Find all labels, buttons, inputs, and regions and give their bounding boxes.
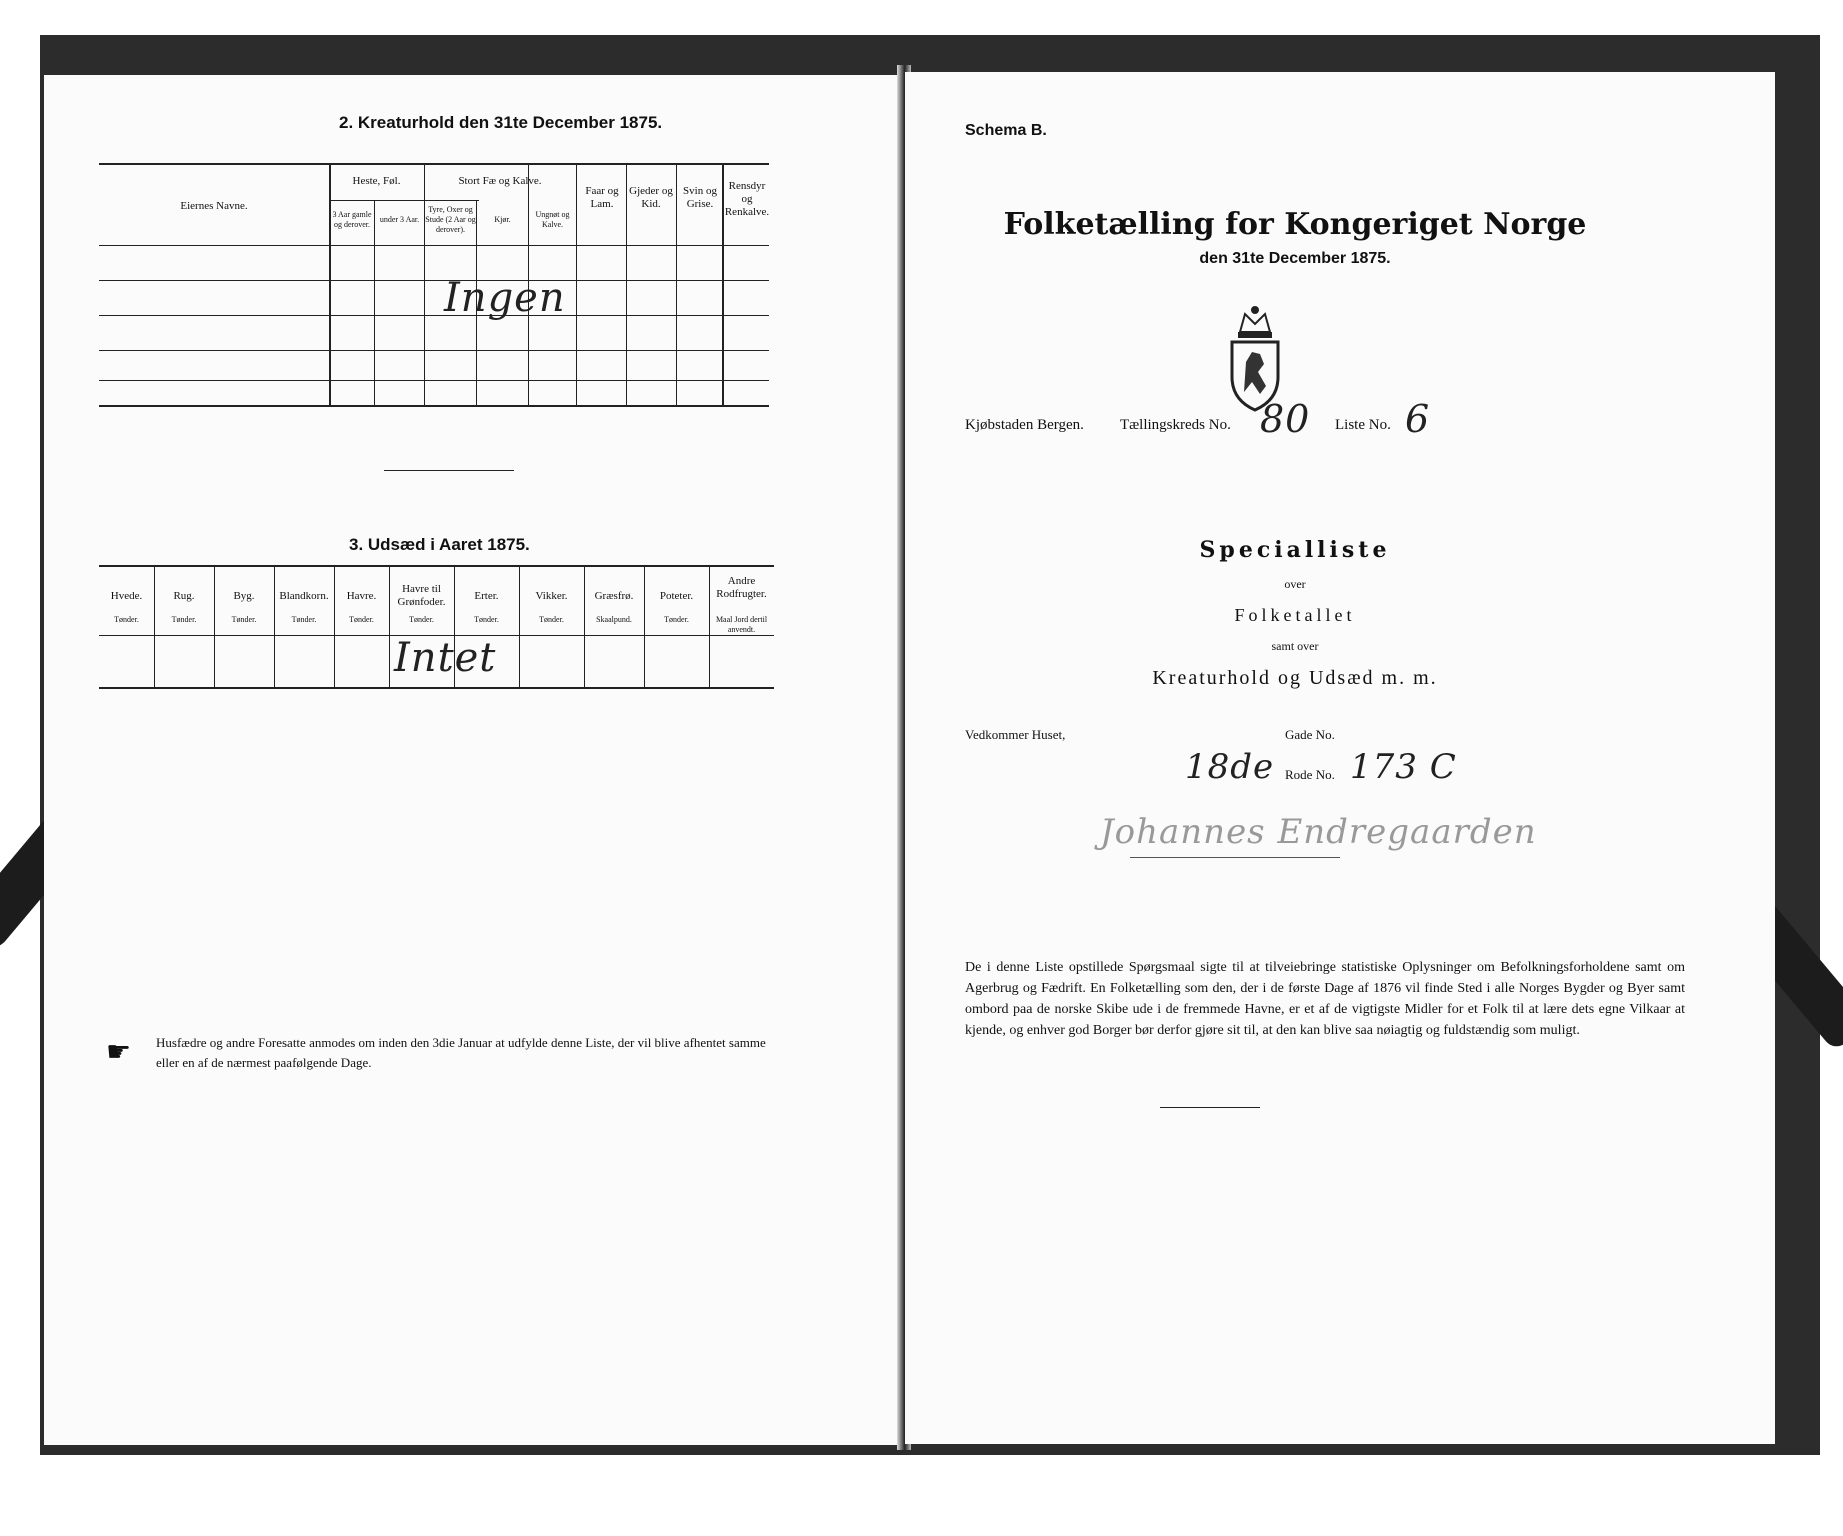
section2-title: 2. Kreaturhold den 31te December 1875. bbox=[339, 113, 663, 132]
header-bulls: Tyre, Oxer og Stude (2 Aar og derover). bbox=[425, 205, 476, 234]
district-label: Tællingskreds No. bbox=[1120, 417, 1231, 433]
street-label: Gade No. bbox=[1285, 727, 1335, 742]
seed-oats: Havre. bbox=[346, 590, 377, 602]
owner-underline bbox=[1130, 857, 1340, 858]
rode-label: Rode No. bbox=[1285, 767, 1335, 782]
schema-label: Schema B. bbox=[965, 122, 1047, 139]
header-reindeer: Rensdyr og Renkalve. bbox=[724, 180, 770, 218]
seed-vetch: Vikker. bbox=[535, 590, 568, 602]
list-label: Liste No. bbox=[1335, 417, 1391, 433]
section3-title: 3. Udsæd i Aaret 1875. bbox=[349, 535, 530, 554]
handwritten-owner: Johannes Endregaarden bbox=[1100, 812, 1537, 852]
livestock-line: Kreaturhold og Udsæd m. m. bbox=[1152, 667, 1438, 689]
seed-roots: Andre Rodfrugter. bbox=[716, 575, 767, 600]
right-page bbox=[905, 72, 1775, 1444]
header-calves: Ungnøt og Kalve. bbox=[535, 210, 570, 229]
seed-wheat: Hvede. bbox=[110, 590, 143, 602]
footnote: Husfædre og andre Foresatte anmodes om inden den 3die Januar at udfylde denne Liste, der vil blive afhentet samme eller en af de nærmest paafølgende Dage. bbox=[156, 1035, 766, 1070]
census-title: Folketælling for Kongeriget Norge bbox=[1003, 207, 1587, 242]
header-sheep: Faar og Lam. bbox=[585, 185, 619, 210]
handwritten-livestock: Ingen bbox=[444, 275, 566, 321]
header-cows: Kjør. bbox=[494, 215, 511, 224]
seed-potatoes: Poteter. bbox=[659, 590, 694, 602]
divider bbox=[384, 470, 514, 471]
house-label: Vedkommer Huset, bbox=[965, 727, 1066, 742]
header-goats: Gjeder og Kid. bbox=[629, 185, 673, 210]
city-label: Kjøbstaden Bergen. bbox=[965, 417, 1084, 433]
district-number: 80 bbox=[1260, 397, 1311, 441]
end-divider bbox=[1160, 1107, 1260, 1108]
census-word: Folketallet bbox=[1234, 605, 1356, 625]
header-horses-young: under 3 Aar. bbox=[379, 215, 420, 224]
intro-paragraph: De i denne Liste opstillede Spørgsmaal sigte til at tilveiebringe statistiske Oplysninger om Befolkningsforholdene samt om Agerbrug og Fædrift. En Folketælling som den, der i de første Dage af 1876 vil finde Sted i alle Norges Bygder og Byer samt ombord paa de norske Skibe ude i de fremmede Havne, er et af de vigtigste Midler for et Folk til at lære dets egne Vilkaar at kjende, og enhver god Borger bør derfor gjøre sit til, at den kan blive saa nøiagtig og fuldstændig som muligt. bbox=[965, 960, 1685, 1038]
census-date: den 31te December 1875. bbox=[1199, 250, 1391, 267]
list-number: 6 bbox=[1405, 397, 1431, 441]
handwritten-seed: Intet bbox=[394, 635, 497, 681]
special-title: Specialliste bbox=[1199, 537, 1391, 563]
pointing-hand-icon: ☛ bbox=[106, 1037, 132, 1068]
over-1: over bbox=[1284, 577, 1306, 591]
seed-green-oats: Havre til Grønfoder. bbox=[397, 583, 446, 608]
rode-left: 18de bbox=[1185, 747, 1275, 787]
header-owner: Eiernes Navne. bbox=[180, 200, 248, 212]
over-2: samt over bbox=[1271, 639, 1319, 653]
rode-number: 173 C bbox=[1350, 747, 1457, 787]
header-pigs: Svin og Grise. bbox=[683, 185, 717, 210]
seed-barley: Byg. bbox=[233, 590, 255, 602]
seed-peas: Erter. bbox=[474, 590, 499, 602]
header-horses: Heste, Føl. bbox=[352, 175, 401, 187]
seed-grass: Græsfrø. bbox=[594, 590, 634, 602]
left-page: 2. Kreaturhold den 31te December 1875. Eiernes Navne. Heste, Føl. 3 Aar gamle og derover. under 3 Aar. Stort Fæ og Kalve. Tyre, Oxer og Stude (2 Aar og derover). Kjør. Ungnøt og Kalve. Faar og Lam. Gjeder og Kid. Svin og Grise. Rensdyr og Renkalve. Ingen 3. Udsæd i Aaret 1875. Hvede. Tønder. Rug. Tønder. Byg. Tønder. Blandkorn. Tønder. Havre. Tønder. Havre til Grønfoder. Tønder. Erter. Tønder. Vikker. Tønder. Græsfrø. Skaalpund. Poteter. Tønder. Andre Rodfrugter. Maal Jord dertil anvendt. Intet ☛ Husfædre og andre Foresatte anmodes om inden den 3die Januar at udfylde denne Liste, der vil blive afhentet samme eller en af de nærmest paafølgende Dage. bbox=[44, 75, 904, 1445]
seed-mixed: Blandkorn. bbox=[279, 590, 329, 602]
header-cattle: Stort Fæ og Kalve. bbox=[458, 175, 542, 187]
header-horses-old: 3 Aar gamle og derover. bbox=[332, 210, 372, 229]
seed-rye: Rug. bbox=[173, 590, 195, 602]
